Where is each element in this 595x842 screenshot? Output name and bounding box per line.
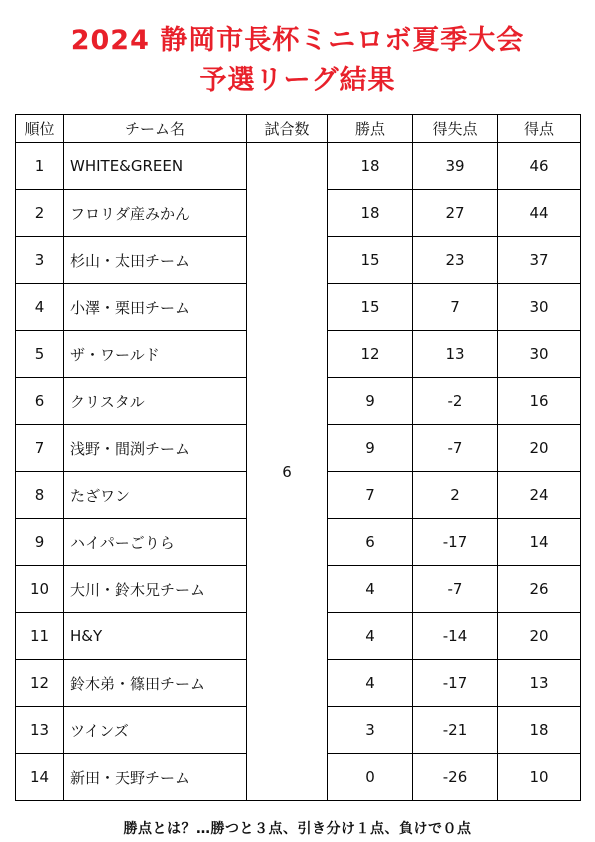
rank-cell: 5	[16, 331, 64, 378]
table-row	[16, 143, 581, 190]
goal-diff-cell: 23	[413, 237, 498, 284]
points-cell: 0	[328, 754, 413, 801]
header-team: チーム名	[64, 115, 247, 143]
page-title: 2024 静岡市長杯ミニロボ夏季大会	[70, 25, 525, 56]
goal-diff-cell: 13	[413, 331, 498, 378]
goal-diff-cell: -14	[413, 613, 498, 660]
goals-scored-cell: 44	[498, 190, 581, 237]
goal-diff-cell: 2	[413, 472, 498, 519]
points-cell: 4	[328, 613, 413, 660]
goals-scored-cell: 37	[498, 237, 581, 284]
team-name-cell: WHITE&GREEN	[64, 143, 247, 190]
team-name-cell: ハイパーごりら	[64, 519, 247, 566]
footnote: 勝点とは？…勝つと３点、引き分け１点、負けで０点	[123, 821, 472, 837]
results-body	[16, 143, 581, 801]
rank-cell: 10	[16, 566, 64, 613]
header-diff: 得失点	[413, 115, 498, 143]
goal-diff-cell: -26	[413, 754, 498, 801]
goal-diff-cell: -17	[413, 660, 498, 707]
header-scored: 得点	[498, 115, 581, 143]
goals-scored-cell: 24	[498, 472, 581, 519]
team-name-cell: 小澤・栗田チーム	[64, 284, 247, 331]
points-cell: 4	[328, 566, 413, 613]
points-cell: 3	[328, 707, 413, 754]
rank-cell: 12	[16, 660, 64, 707]
rank-cell: 4	[16, 284, 64, 331]
rank-cell: 6	[16, 378, 64, 425]
header-games: 試合数	[247, 115, 328, 143]
points-cell: 15	[328, 237, 413, 284]
goals-scored-cell: 14	[498, 519, 581, 566]
team-name-cell: クリスタル	[64, 378, 247, 425]
goals-scored-cell: 20	[498, 425, 581, 472]
results-table	[15, 114, 581, 801]
points-cell: 18	[328, 143, 413, 190]
goals-scored-cell: 46	[498, 143, 581, 190]
team-name-cell: 大川・鈴木兄チーム	[64, 566, 247, 613]
rank-cell: 7	[16, 425, 64, 472]
rank-cell: 1	[16, 143, 64, 190]
team-name-cell: H&Y	[64, 613, 247, 660]
goals-scored-cell: 16	[498, 378, 581, 425]
rank-cell: 8	[16, 472, 64, 519]
goal-diff-cell: -7	[413, 425, 498, 472]
goal-diff-cell: -17	[413, 519, 498, 566]
team-name-cell: 鈴木弟・篠田チーム	[64, 660, 247, 707]
goal-diff-cell: -2	[413, 378, 498, 425]
points-cell: 9	[328, 378, 413, 425]
rank-cell: 14	[16, 754, 64, 801]
team-name-cell: ツインズ	[64, 707, 247, 754]
rank-cell: 3	[16, 237, 64, 284]
goal-diff-cell: -7	[413, 566, 498, 613]
goal-diff-cell: 7	[413, 284, 498, 331]
goals-scored-cell: 30	[498, 331, 581, 378]
team-name-cell: 杉山・太田チーム	[64, 237, 247, 284]
goals-scored-cell: 10	[498, 754, 581, 801]
points-cell: 18	[328, 190, 413, 237]
header-points: 勝点	[328, 115, 413, 143]
team-name-cell: 新田・天野チーム	[64, 754, 247, 801]
points-cell: 7	[328, 472, 413, 519]
points-cell: 9	[328, 425, 413, 472]
goal-diff-cell: 27	[413, 190, 498, 237]
rank-cell: 9	[16, 519, 64, 566]
rank-cell: 11	[16, 613, 64, 660]
header-rank: 順位	[16, 115, 64, 143]
points-cell: 12	[328, 331, 413, 378]
goals-scored-cell: 13	[498, 660, 581, 707]
goals-scored-cell: 18	[498, 707, 581, 754]
team-name-cell: ザ・ワールド	[64, 331, 247, 378]
header-row	[16, 115, 581, 143]
games-played-cell: 6	[247, 143, 328, 801]
rank-cell: 13	[16, 707, 64, 754]
team-name-cell: フロリダ産みかん	[64, 190, 247, 237]
goals-scored-cell: 30	[498, 284, 581, 331]
team-name-cell: 浅野・間渕チーム	[64, 425, 247, 472]
goal-diff-cell: -21	[413, 707, 498, 754]
goals-scored-cell: 20	[498, 613, 581, 660]
team-name-cell: たざワン	[64, 472, 247, 519]
goal-diff-cell: 39	[413, 143, 498, 190]
points-cell: 4	[328, 660, 413, 707]
goals-scored-cell: 26	[498, 566, 581, 613]
points-cell: 15	[328, 284, 413, 331]
points-cell: 6	[328, 519, 413, 566]
rank-cell: 2	[16, 190, 64, 237]
page-subtitle: 予選リーグ結果	[199, 65, 396, 96]
